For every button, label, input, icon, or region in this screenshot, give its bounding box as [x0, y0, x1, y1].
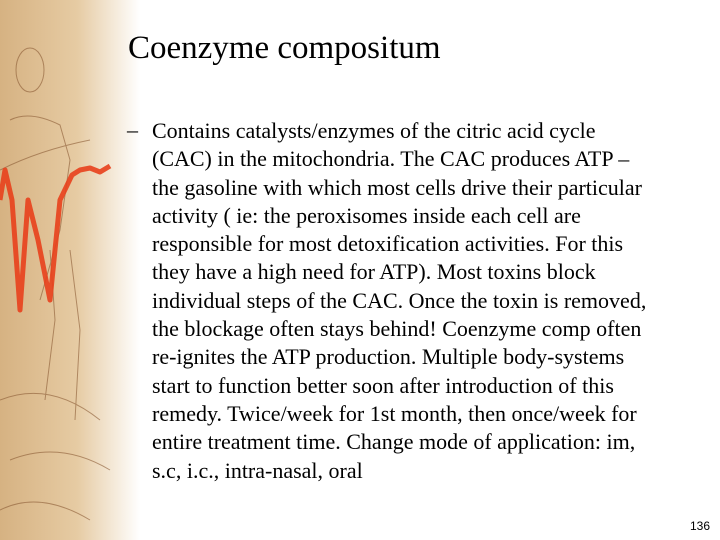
bullet-line: s.c, i.c., intra-nasal, oral [152, 457, 363, 483]
bullet-text [152, 117, 646, 485]
bullet-line: the blockage often stays behind! Coenzyme comp often [152, 316, 642, 342]
bullet-line: Contains catalysts/enzymes of the citric acid cycle [152, 118, 596, 143]
bullet-marker: – [127, 117, 138, 142]
bullet-line: activity ( ie: the peroxisomes inside each cell are [152, 202, 581, 228]
bullet-line: (CAC) in the mitochondria. The CAC produces ATP – [152, 146, 630, 172]
bullet-line: entire treatment time. Change mode of application: im, [152, 429, 636, 455]
bullet-line: the gasoline with which most cells drive their particular [152, 174, 642, 200]
bullet-line: re-ignites the ATP production. Multiple body-systems [152, 344, 625, 370]
bullet-line: remedy. Twice/week for 1st month, then once/week for [152, 400, 637, 426]
bullet-line: individual steps of the CAC. Once the toxin is removed, [152, 287, 647, 313]
slide-title: Coenzyme compositum [128, 30, 441, 66]
bullet-line: start to function better soon after introduction of this [152, 372, 614, 398]
vitruvian-man-ecg-illustration [0, 0, 140, 540]
bullet-line: they have a high need for ATP). Most toxins block [152, 259, 596, 285]
bullet-line: responsible for most detoxification activities. For this [152, 231, 624, 257]
page-number: 136 [689, 519, 710, 533]
